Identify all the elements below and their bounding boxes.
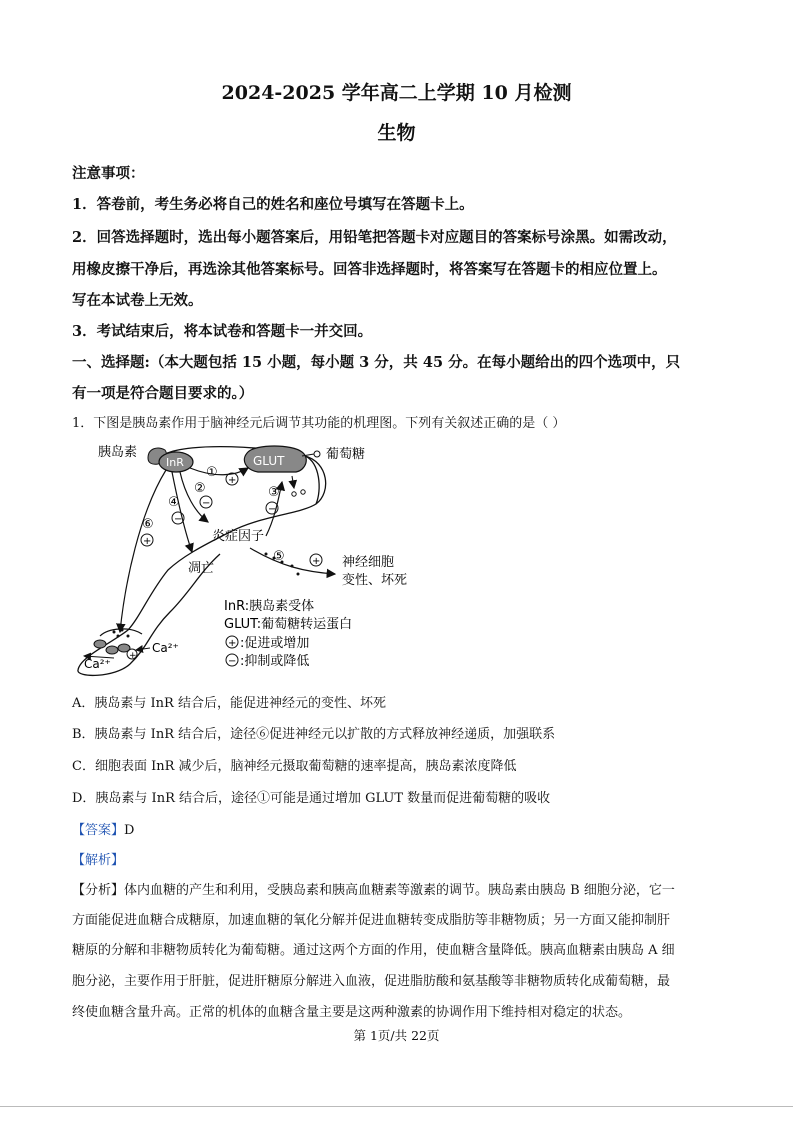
insulin-label: 胰岛素 — [98, 445, 138, 460]
legend-promote: :促进或增加 — [240, 636, 310, 651]
svg-text:+: + — [312, 556, 321, 567]
legend-inhibit: :抑制或降低 — [240, 654, 310, 669]
bottom-rule — [0, 1106, 793, 1107]
option-b: B．胰岛素与 InR 结合后，途径⑥促进神经元以扩散的方式释放神经递质，加强联系 — [72, 727, 556, 742]
glucose-label: 葡萄糖 — [326, 447, 366, 462]
analysis-line: 终使血糖含量升高。正常的机体的血糖含量主要是这两种激素的协调作用下维持相对稳定的状态。 — [72, 1005, 632, 1020]
svg-text:①: ① — [206, 465, 218, 480]
notice-item: 2．回答选择题时，选出每小题答案后，用铅笔把答题卡对应题目的答案标号涂黑。如需改动， — [72, 229, 677, 246]
answer-value: D — [124, 823, 135, 838]
svg-text:−: − — [202, 498, 211, 509]
analysis-line: 糖原的分解和非糖物质转化为葡萄糖。通过这两个方面的作用，使血糖含量降低。胰高血糖素由胰岛 A 细 — [72, 943, 675, 958]
svg-text:+: + — [228, 475, 237, 486]
ca-ion-label: Ca²⁺ — [152, 641, 179, 655]
mechanism-diagram — [70, 432, 440, 682]
svg-text:⑤: ⑤ — [273, 549, 285, 564]
option-a: A．胰岛素与 InR 结合后，能促进神经元的变性、坏死 — [72, 696, 386, 711]
apoptosis-label: 凋亡 — [188, 561, 215, 576]
svg-text:+: + — [228, 638, 237, 649]
notice-item: 3．考试结束后，将本试卷和答题卡一并交回。 — [72, 323, 373, 340]
glut-label: GLUT — [253, 454, 285, 468]
option-c: C．细胞表面 InR 减少后，脑神经元摄取葡萄糖的速率提高，胰岛素浓度降低 — [72, 759, 517, 774]
question-stem: 1．下图是胰岛素作用于脑神经元后调节其功能的机理图。下列有关叙述正确的是（ ） — [72, 416, 566, 431]
legend-inr: InR:胰岛素受体 — [224, 599, 315, 614]
analysis-line: 方面能促进血糖合成糖原，加速血糖的氧化分解并促进血糖转变成脂肪等非糖物质；另一方面又能抑制肝 — [72, 913, 671, 928]
legend-glut: GLUT:葡萄糖转运蛋白 — [224, 617, 353, 632]
section-heading: 一、选择题:（本大题包括 15 小题，每小题 3 分，共 45 分。在每小题给出的四个选项中，只 — [72, 354, 681, 371]
subject-title: 生物 — [377, 122, 416, 144]
ca-ion-label: Ca²⁺ — [84, 657, 111, 671]
neuron-outcome-label-2: 变性、坏死 — [342, 573, 408, 588]
svg-text:⑥: ⑥ — [142, 517, 154, 532]
answer-tag: 【答案】 — [72, 823, 125, 838]
answer-line — [72, 819, 134, 838]
svg-text:③: ③ — [268, 485, 280, 500]
svg-text:+: + — [143, 536, 152, 547]
svg-text:④: ④ — [168, 495, 180, 510]
analysis-line — [72, 879, 675, 898]
svg-text:−: − — [174, 514, 183, 525]
fenxi-tag: 【分析】 — [72, 883, 125, 898]
inr-label: InR — [166, 456, 184, 469]
option-d: D．胰岛素与 InR 结合后，途径①可能是通过增加 GLUT 数量而促进葡萄糖的吸收 — [72, 791, 551, 806]
svg-text:+: + — [129, 651, 137, 661]
notice-heading: 注意事项： — [72, 165, 145, 182]
svg-text:−: − — [268, 504, 277, 515]
analysis-text: 体内血糖的产生和利用，受胰岛素和胰高血糖素等激素的调节。胰岛素由胰岛 B 细胞分泌，它一 — [124, 883, 675, 898]
exam-title: 2024-2025 学年高二上学期 10 月检测 — [221, 82, 572, 104]
svg-text:−: − — [228, 656, 237, 667]
analysis-line: 胞分泌，主要作用于肝脏，促进肝糖原分解进入血液，促进脂肪酸和氨基酸等非糖物质转化成葡萄糖，最 — [72, 974, 671, 989]
inflammation-label: 炎症因子 — [212, 529, 265, 544]
notice-item: 用橡皮擦干净后，再选涂其他答案标号。回答非选择题时，将答案写在答题卡的相应位置上。 — [72, 261, 667, 278]
page-footer: 第 1页/共 22页 — [353, 1028, 440, 1043]
notice-item: 写在本试卷上无效。 — [72, 292, 203, 309]
analysis-tag: 【解析】 — [72, 853, 125, 868]
neuron-outcome-label: 神经细胞 — [342, 555, 395, 570]
section-heading-cont: 有一项是符合题目要求的。） — [72, 385, 254, 402]
svg-text:②: ② — [194, 481, 206, 496]
analysis-tag-line — [72, 849, 124, 868]
notice-item: 1．答卷前，考生务必将自己的姓名和座位号填写在答题卡上。 — [72, 196, 474, 213]
